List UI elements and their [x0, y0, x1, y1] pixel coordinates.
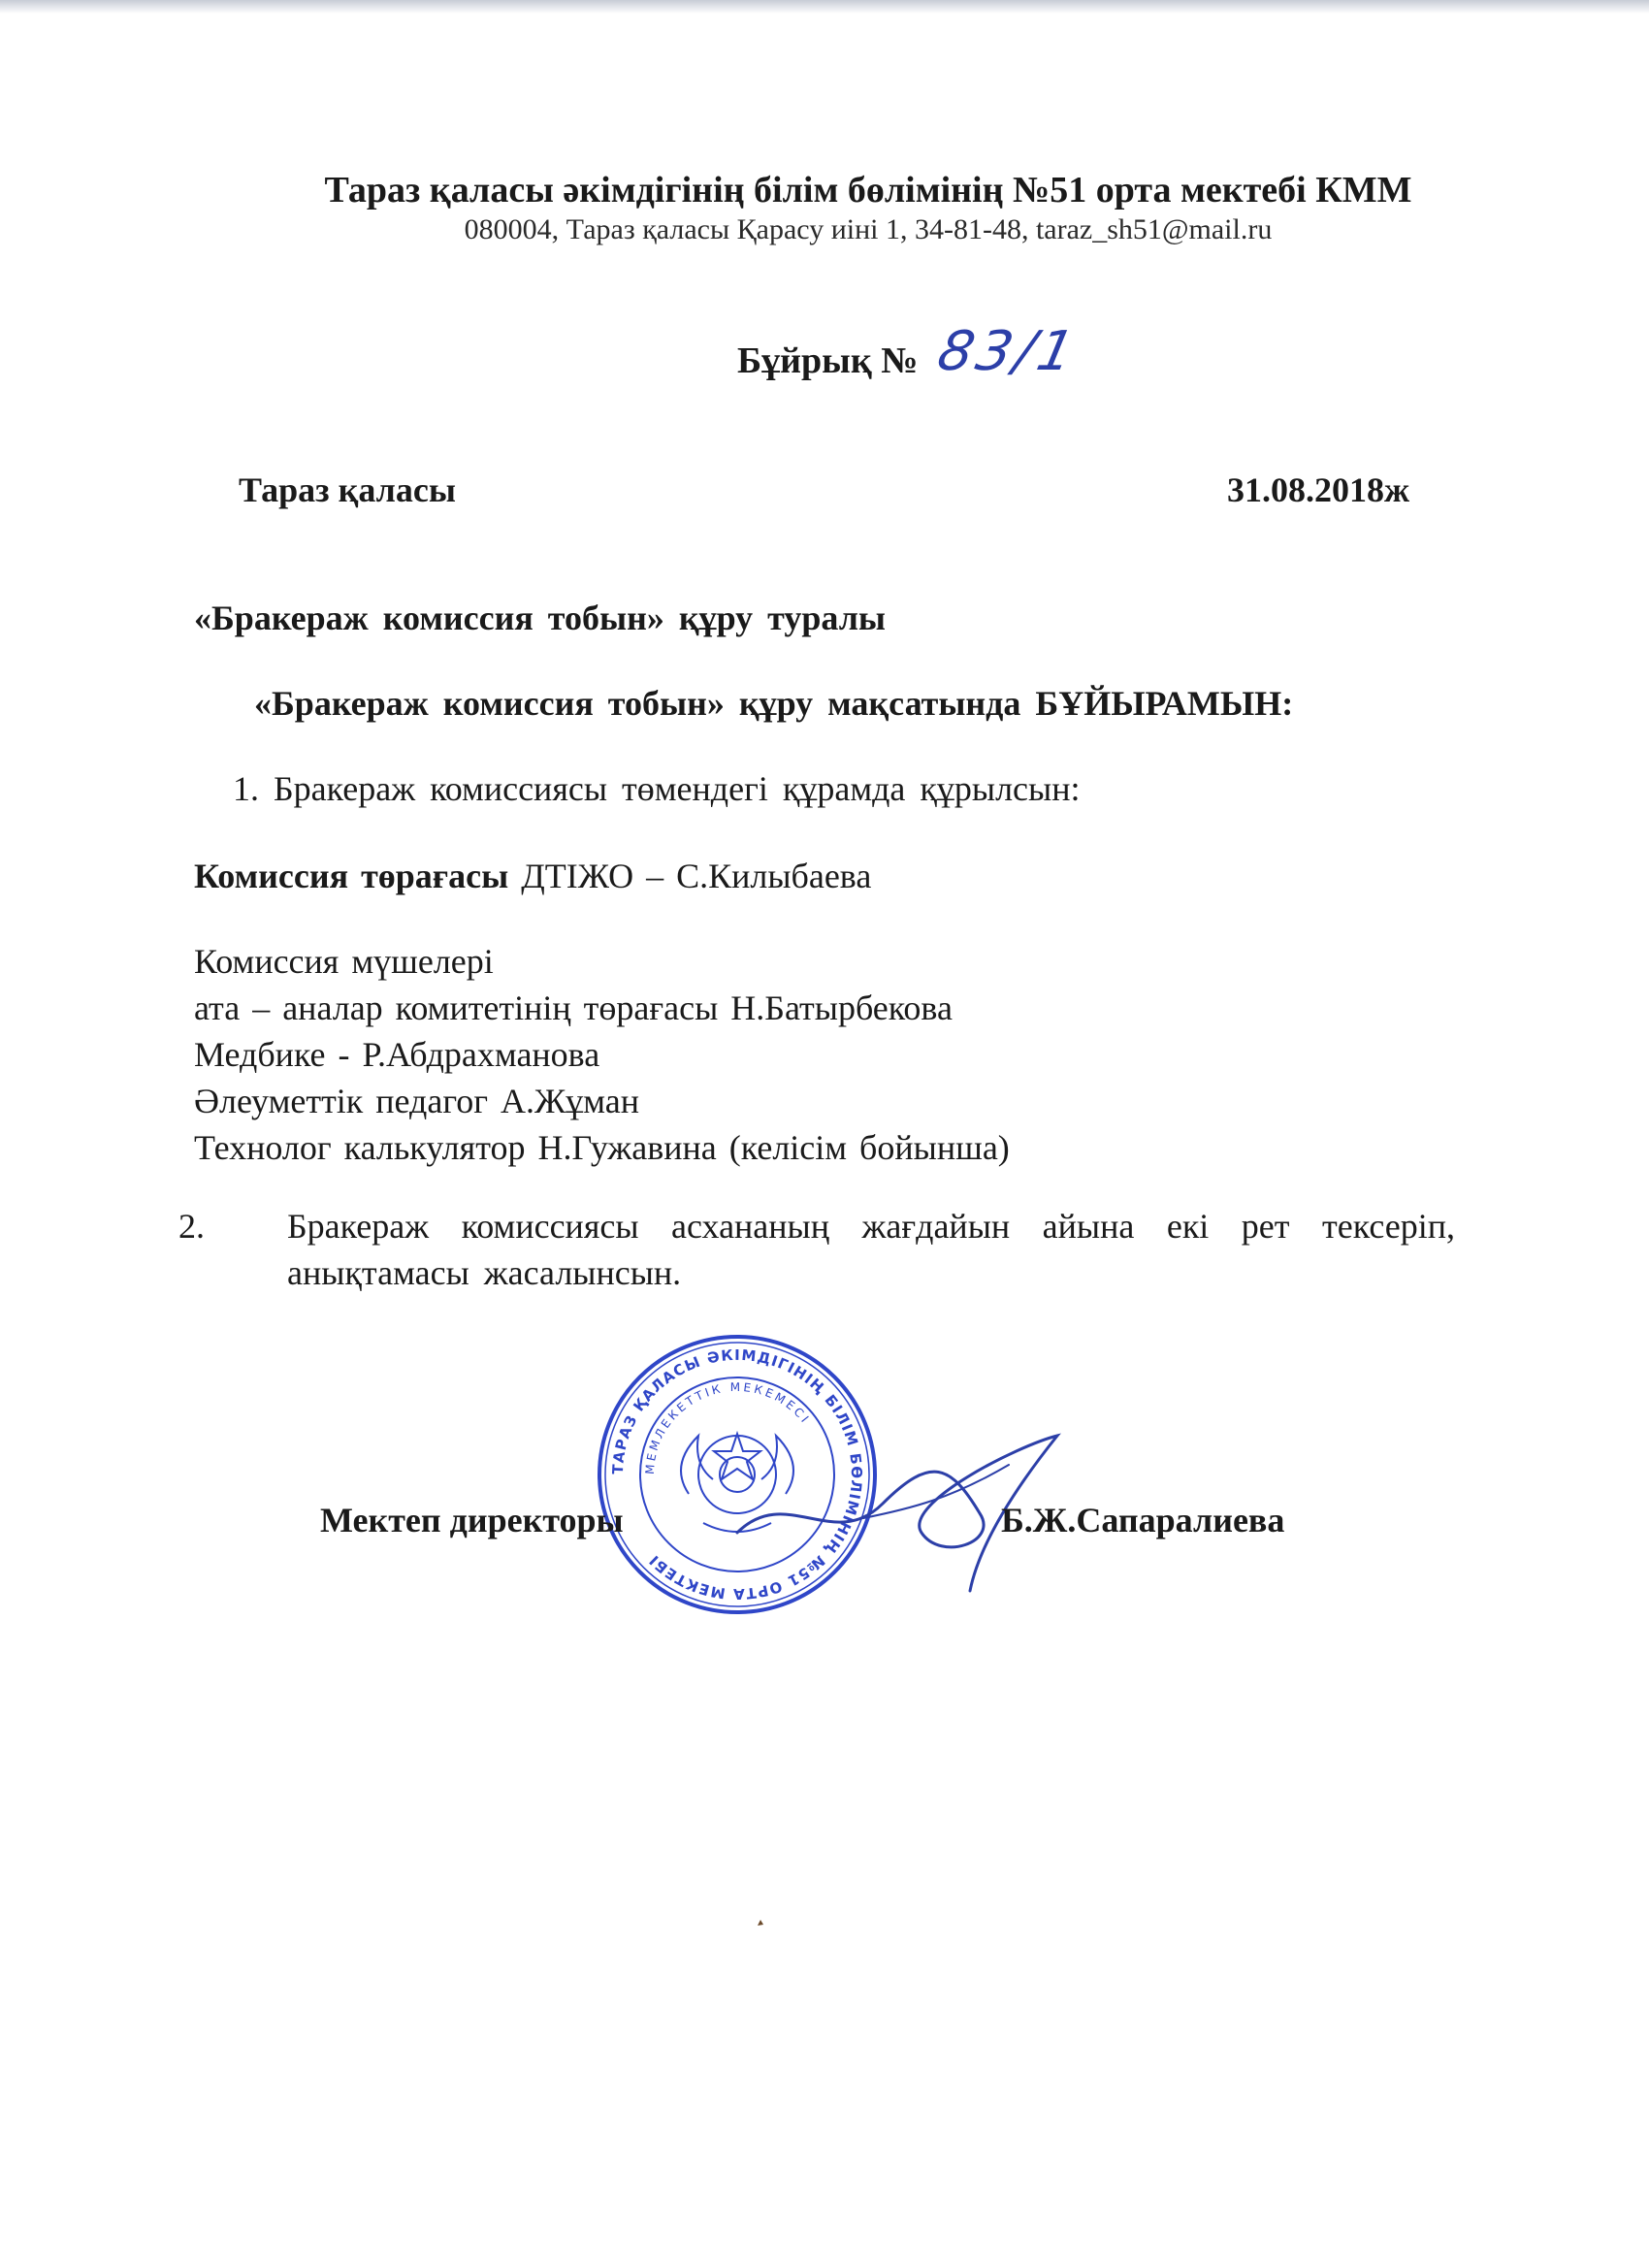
item-2-number: 2.: [178, 1207, 205, 1246]
order-number-handwritten: 83/1: [932, 320, 1083, 383]
scan-edge: [0, 0, 1649, 14]
item-1-text: Бракераж комиссиясы төмендегі құрамда құрылсын:: [274, 769, 1081, 808]
members-title: Комиссия мүшелері: [194, 942, 494, 981]
organization-address: 080004, Тараз қаласы Қарасу иіні 1, 34-81-48, taraz_sh51@mail.ru: [464, 213, 1273, 245]
commission-chair: [194, 856, 871, 896]
signatory-name: Б.Ж.Сапаралиева: [1001, 1501, 1285, 1539]
order-city: Тараз қаласы: [239, 470, 456, 509]
scan-speck: [757, 1919, 764, 1927]
order-subject: «Бракераж комиссия тобын» құру туралы: [194, 599, 886, 637]
organization-name: Тараз қаласы әкімдігінің білім бөлімінің №51 орта мектебі КММ: [324, 170, 1412, 211]
signatory-title: Мектеп директоры: [320, 1501, 624, 1539]
member-item: Медбике - Р.Абдрахманова: [194, 1035, 600, 1074]
chair-value: ДТІЖО – С.Килыбаева: [508, 857, 872, 895]
order-item-1: [233, 768, 1081, 809]
member-item: Әлеуметтік педагог А.Жұман: [194, 1082, 640, 1120]
svg-text:ТАРАЗ ҚАЛАСЫ ӘКІМДІГІНІҢ БІЛІМ: ТАРАЗ ҚАЛАСЫ ӘКІМДІГІНІҢ БІЛІМ БӨЛІМІНІҢ №51 ОРТА МЕКТЕБІ: [608, 1345, 866, 1604]
item-2-text: Бракераж комиссиясы асхананың жағдайын айына екі рет тексеріп, анықтамасы жасалынсын.: [287, 1207, 1455, 1292]
order-preamble: «Бракераж комиссия тобын» құру мақсатында БҰЙЫРАМЫН:: [254, 684, 1294, 723]
item-1-number: 1.: [233, 769, 259, 808]
order-item-2: [178, 1203, 1455, 1296]
chair-label: Комиссия төрағасы: [194, 857, 509, 895]
order-date: 31.08.2018ж: [1227, 470, 1410, 509]
member-item: Технолог калькулятор Н.Гужавина (келісім бойынша): [194, 1128, 1010, 1167]
order-title: Бұйрық №: [737, 340, 919, 381]
member-item: ата – аналар комитетінің төрағасы Н.Батырбекова: [194, 988, 953, 1027]
svg-text:МЕМЛЕКЕТТІК МЕКЕМЕСІ: МЕМЛЕКЕТТІК МЕКЕМЕСІ: [642, 1379, 814, 1475]
